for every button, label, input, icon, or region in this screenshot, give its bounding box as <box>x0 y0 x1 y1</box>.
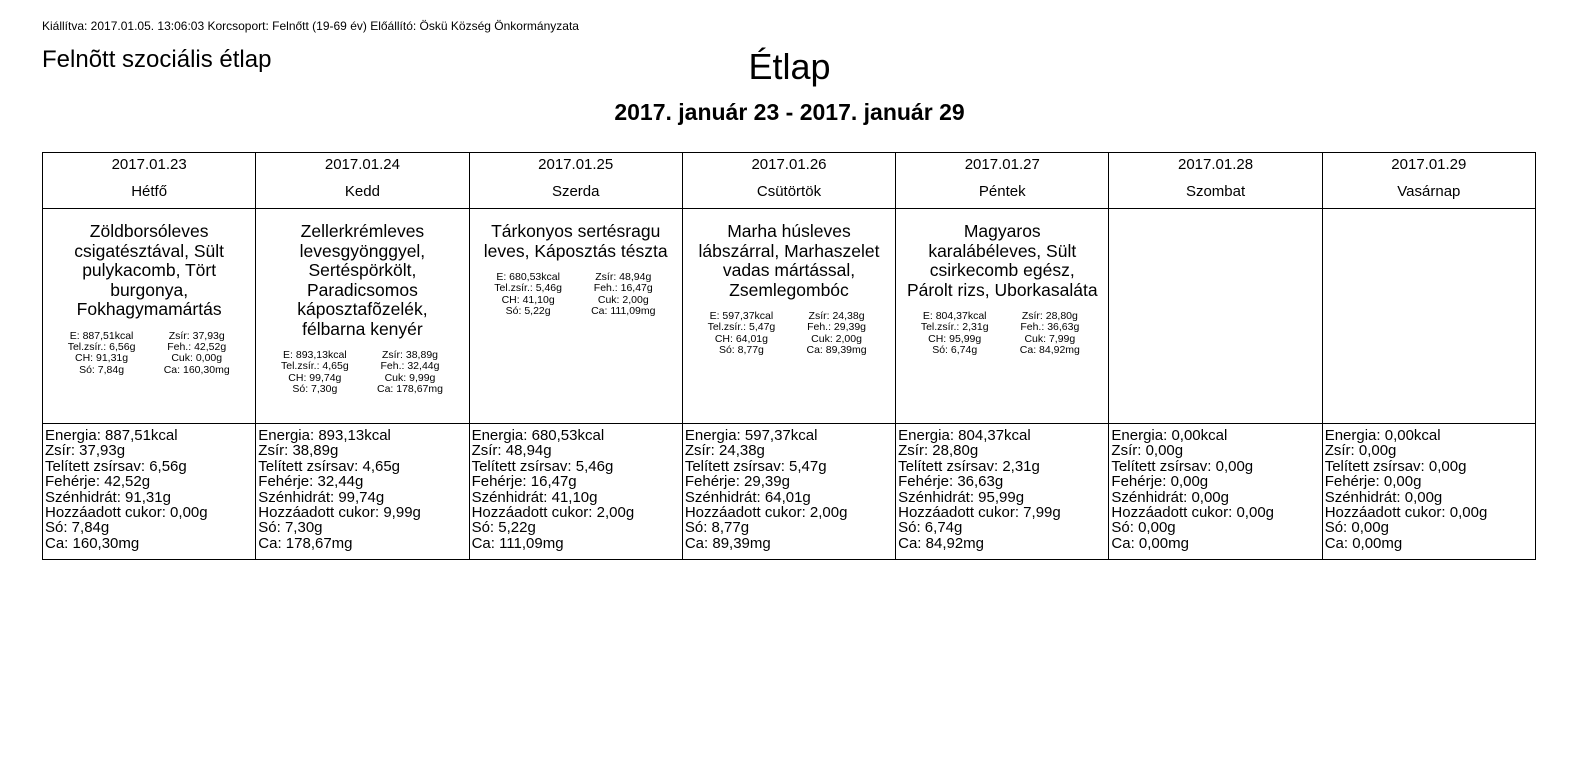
day-name: Péntek <box>978 183 1026 200</box>
nutrition-totals <box>683 424 895 551</box>
nutrition-value: Ca: 160,30mg <box>163 363 230 376</box>
meal-name: Zöldborsóleves csigatésztával, Sült pulykacomb, Tört burgonya, Fokhagymamártás <box>74 221 225 319</box>
nutrition-value: Ca: 178,67mg <box>377 383 443 396</box>
nutrition-totals <box>1323 424 1535 551</box>
day-header-cell <box>469 153 682 209</box>
nutrition-total-line: Telített zsírsav: 4,65g <box>258 457 401 475</box>
nutrition-totals <box>470 424 682 551</box>
nutrition-totals-cell <box>1322 424 1535 560</box>
nutrition-totals <box>256 424 468 551</box>
nutrition-value: Cuk: 0,00g <box>171 352 223 365</box>
nutrition-totals-cell <box>43 424 256 560</box>
nutrition-total-line: Fehérje: 0,00g <box>1111 473 1209 491</box>
nutrition-totals <box>896 424 1108 551</box>
nutrition-totals-cell <box>682 424 895 560</box>
day-header-cell <box>896 153 1109 209</box>
nutrition-total-line: Telített zsírsav: 0,00g <box>1111 457 1254 475</box>
nutrition-value: CH: 99,74g <box>288 371 342 384</box>
nutrition-total-line: Hozzáadott cukor: 2,00g <box>684 504 848 522</box>
nutrition-value: Cuk: 2,00g <box>597 293 649 306</box>
meal-cell <box>1109 209 1322 424</box>
nutrition-total-line: Energia: 0,00kcal <box>1111 427 1228 444</box>
meal-nutrition-summary <box>910 311 1094 357</box>
meal-row <box>43 209 1536 424</box>
day-name: Szerda <box>551 183 600 200</box>
meal-cell <box>43 209 256 424</box>
nutrition-value: CH: 41,10g <box>501 293 555 306</box>
nutrition-value: Ca: 89,39mg <box>806 344 867 357</box>
nutrition-total-line: Ca: 160,30mg <box>45 534 140 552</box>
nutrition-total-line: Energia: 893,13kcal <box>258 427 391 444</box>
nutrition-total-line: Fehérje: 32,44g <box>258 473 364 491</box>
nutrition-value: Só: 5,22g <box>505 305 551 318</box>
nutrition-total-line: Ca: 0,00mg <box>1111 534 1189 552</box>
page-title: Étlap <box>748 46 831 87</box>
nutrition-total-line: Hozzáadott cukor: 0,00g <box>1111 504 1275 522</box>
nutrition-totals-row <box>43 424 1536 560</box>
issued-line: Kiállítva: 2017.01.05. 13:06:03 Korcsoport: Felnőtt (19-69 év) Előállító: Öskü Község Önkormányzata <box>42 19 579 33</box>
nutrition-totals-cell <box>256 424 469 560</box>
nutrition-value: E: 893,13kcal <box>283 349 347 361</box>
nutrition-totals-cell <box>469 424 682 560</box>
nutrition-total-line: Szénhidrát: 99,74g <box>258 488 385 506</box>
nutrition-value: Ca: 111,09mg <box>591 305 656 318</box>
day-header-row <box>43 153 1536 209</box>
nutrition-value: Só: 6,74g <box>932 344 978 357</box>
nutrition-total-line: Ca: 178,67mg <box>258 534 353 552</box>
nutrition-total-line: Telített zsírsav: 5,46g <box>471 457 614 475</box>
nutrition-total-line: Só: 8,77g <box>684 519 750 537</box>
nutrition-value: Cuk: 9,99g <box>384 371 436 384</box>
nutrition-total-line: Só: 7,84g <box>45 519 110 537</box>
nutrition-totals-cell <box>896 424 1109 560</box>
nutrition-total-line: Só: 0,00g <box>1324 519 1389 537</box>
meal-cell <box>1322 209 1535 424</box>
nutrition-total-line: Zsír: 28,80g <box>898 442 979 460</box>
day-name: Vasárnap <box>1397 183 1461 200</box>
nutrition-value: Tel.zsír.: 2,31g <box>920 321 989 334</box>
nutrition-total-line: Zsír: 0,00g <box>1324 442 1397 460</box>
day-date: 2017.01.28 <box>1178 156 1254 173</box>
nutrition-value: CH: 91,31g <box>75 352 129 365</box>
nutrition-total-line: Só: 6,74g <box>898 519 963 537</box>
date-range: 2017. január 23 - 2017. január 29 <box>614 99 965 125</box>
nutrition-total-line: Energia: 680,53kcal <box>471 427 605 444</box>
nutrition-value: Só: 7,84g <box>79 363 125 376</box>
nutrition-totals-cell <box>1109 424 1322 560</box>
nutrition-value: Zsír: 28,80g <box>1021 310 1078 322</box>
nutrition-total-line: Szénhidrát: 95,99g <box>898 488 1025 506</box>
nutrition-total-line: Zsír: 48,94g <box>471 442 552 460</box>
nutrition-total-line: Ca: 0,00mg <box>1324 534 1403 552</box>
nutrition-value: Zsír: 38,89g <box>381 349 438 361</box>
nutrition-value: Feh.: 29,39g <box>807 321 867 334</box>
nutrition-total-line: Fehérje: 29,39g <box>684 473 790 491</box>
nutrition-total-line: Szénhidrát: 64,01g <box>684 488 811 506</box>
meal-cell <box>682 209 895 424</box>
nutrition-value: Ca: 84,92mg <box>1019 344 1080 357</box>
day-header-cell <box>43 153 256 209</box>
meal-name: Marha húsleves lábszárral, Marhaszelet vadas mártással, Zsemlegombóc <box>698 221 880 300</box>
nutrition-value: E: 887,51kcal <box>69 329 134 342</box>
meal-name: Tárkonyos sertésragu leves, Káposztás tészta <box>483 221 668 261</box>
nutrition-total-line: Telített zsírsav: 2,31g <box>898 457 1040 475</box>
day-name: Hétfő <box>131 183 168 200</box>
nutrition-value: CH: 95,99g <box>928 332 982 345</box>
weekly-menu-table <box>42 152 1536 560</box>
day-date: 2017.01.27 <box>964 156 1040 173</box>
day-name: Kedd <box>344 183 380 200</box>
nutrition-value: E: 597,37kcal <box>709 310 774 322</box>
day-header-cell <box>1109 153 1322 209</box>
day-header-cell <box>1322 153 1535 209</box>
nutrition-value: CH: 64,01g <box>714 332 768 345</box>
day-name: Csütörtök <box>756 183 822 200</box>
nutrition-total-line: Fehérje: 0,00g <box>1324 473 1422 491</box>
nutrition-value: Zsír: 37,93g <box>168 329 225 342</box>
meal-name: Zellerkrémleves levesgyönggyel, Sertéspörkölt, Paradicsomos káposztafõzelék, félbarna kenyér <box>297 221 428 339</box>
nutrition-total-line: Zsír: 0,00g <box>1111 442 1184 460</box>
menu-subtitle: Felnõtt szociális étlap <box>42 46 272 73</box>
nutrition-total-line: Telített zsírsav: 5,47g <box>684 457 827 475</box>
nutrition-value: Só: 7,30g <box>292 383 338 396</box>
nutrition-value: Zsír: 24,38g <box>808 310 865 322</box>
nutrition-totals <box>43 424 255 551</box>
nutrition-total-line: Zsír: 38,89g <box>258 442 339 460</box>
nutrition-total-line: Hozzáadott cukor: 0,00g <box>1324 504 1488 522</box>
nutrition-value: Tel.zsír.: 4,65g <box>281 360 349 373</box>
nutrition-value: Cuk: 7,99g <box>1024 332 1076 345</box>
nutrition-value: Tel.zsír.: 6,56g <box>67 340 136 353</box>
nutrition-total-line: Szénhidrát: 0,00g <box>1111 488 1229 506</box>
nutrition-total-line: Ca: 89,39mg <box>684 534 771 552</box>
day-date: 2017.01.24 <box>324 156 400 173</box>
nutrition-total-line: Energia: 887,51kcal <box>45 427 178 444</box>
nutrition-value: Cuk: 2,00g <box>811 332 862 345</box>
nutrition-total-line: Energia: 597,37kcal <box>684 427 818 444</box>
nutrition-value: Feh.: 36,63g <box>1020 321 1080 334</box>
nutrition-total-line: Fehérje: 42,52g <box>45 473 151 491</box>
meal-cell <box>469 209 682 424</box>
nutrition-value: Feh.: 32,44g <box>380 360 440 373</box>
day-date: 2017.01.25 <box>538 156 614 173</box>
day-date: 2017.01.29 <box>1391 156 1467 173</box>
nutrition-total-line: Energia: 0,00kcal <box>1324 427 1441 444</box>
meal-name: Magyaros karalábéleves, Sült csirkecomb egész, Párolt rizs, Uborkasaláta <box>906 221 1098 300</box>
nutrition-value: Feh.: 42,52g <box>167 340 227 353</box>
nutrition-total-line: Só: 0,00g <box>1111 519 1176 537</box>
nutrition-total-line: Telített zsírsav: 6,56g <box>45 457 187 475</box>
nutrition-total-line: Hozzáadott cukor: 9,99g <box>258 504 421 522</box>
nutrition-total-line: Hozzáadott cukor: 7,99g <box>898 504 1061 522</box>
nutrition-total-line: Hozzáadott cukor: 0,00g <box>45 504 208 522</box>
nutrition-value: Zsír: 48,94g <box>595 271 652 283</box>
day-name: Szombat <box>1185 183 1246 200</box>
nutrition-value: Feh.: 16,47g <box>593 282 653 295</box>
meal-nutrition-summary <box>697 311 881 357</box>
nutrition-value: E: 680,53kcal <box>496 271 560 283</box>
meal-cell <box>256 209 469 424</box>
nutrition-total-line: Ca: 84,92mg <box>898 534 985 552</box>
day-date: 2017.01.26 <box>751 156 827 173</box>
nutrition-value: E: 804,37kcal <box>922 310 987 322</box>
nutrition-value: Tel.zsír.: 5,47g <box>707 321 776 334</box>
nutrition-total-line: Só: 7,30g <box>258 519 323 537</box>
nutrition-total-line: Szénhidrát: 0,00g <box>1324 488 1443 506</box>
nutrition-total-line: Fehérje: 16,47g <box>471 473 577 491</box>
meal-nutrition-summary <box>57 331 241 377</box>
meal-nutrition-summary <box>484 272 668 318</box>
nutrition-value: Tel.zsír.: 5,46g <box>494 282 562 295</box>
nutrition-total-line: Fehérje: 36,63g <box>898 473 1004 491</box>
nutrition-totals <box>1109 424 1321 551</box>
meal-nutrition-summary <box>270 350 454 396</box>
nutrition-total-line: Hozzáadott cukor: 2,00g <box>471 504 635 522</box>
day-date: 2017.01.23 <box>111 156 187 173</box>
nutrition-total-line: Zsír: 24,38g <box>684 442 765 460</box>
nutrition-total-line: Szénhidrát: 41,10g <box>471 488 598 506</box>
nutrition-total-line: Energia: 804,37kcal <box>898 427 1031 444</box>
nutrition-total-line: Szénhidrát: 91,31g <box>45 488 171 506</box>
nutrition-total-line: Ca: 111,09mg <box>471 534 564 552</box>
day-header-cell <box>682 153 895 209</box>
nutrition-total-line: Zsír: 37,93g <box>45 442 126 460</box>
day-header-cell <box>256 153 469 209</box>
nutrition-value: Só: 8,77g <box>718 344 764 357</box>
nutrition-total-line: Telített zsírsav: 0,00g <box>1324 457 1467 475</box>
nutrition-total-line: Só: 5,22g <box>471 519 536 537</box>
meal-cell <box>896 209 1109 424</box>
